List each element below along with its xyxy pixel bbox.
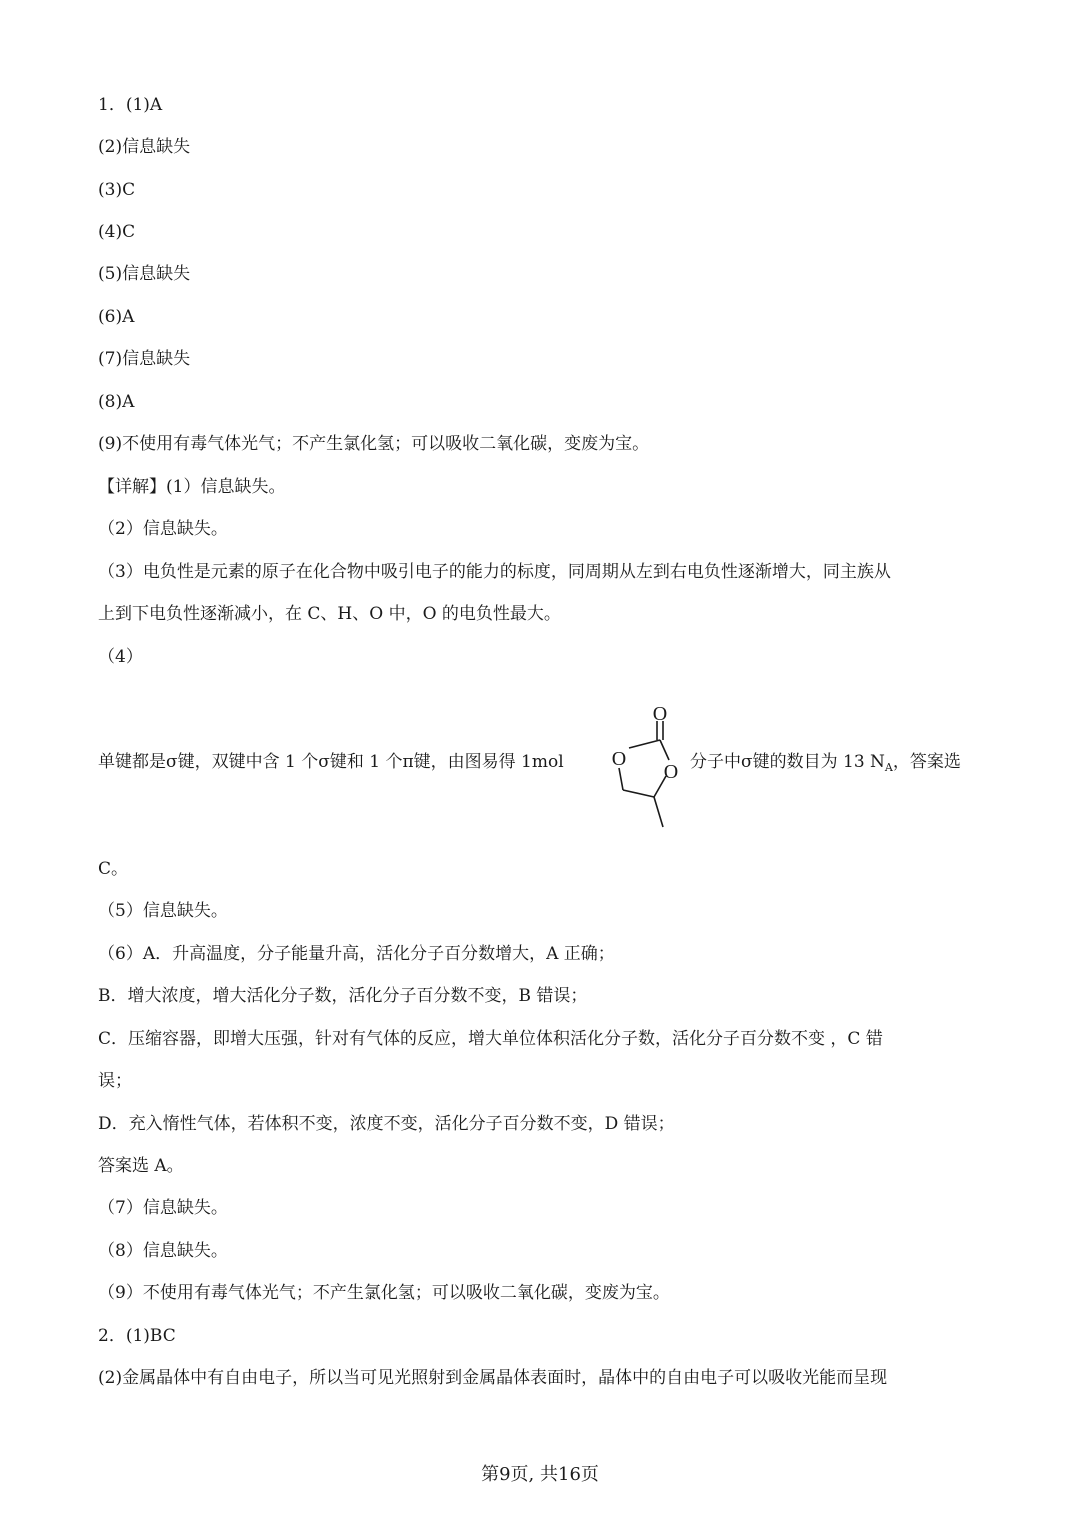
ring-bond-ch2-ch: [623, 790, 654, 797]
answer-1: 1．(1)A: [98, 95, 163, 115]
detail-9: （9）不使用有毒气体光气；不产生氯化氢；可以吸收二氧化碳，变废为宝。: [98, 1283, 670, 1303]
detail-3a: （3）电负性是元素的原子在化合物中吸引电子的能力的标度，同周期从左到右电负性逐渐增大，同主族从: [98, 562, 891, 582]
detail-4-tail: C。: [98, 859, 129, 879]
oxygen-left: O: [611, 748, 627, 770]
detail-6b: B．增大浓度，增大活化分子数，活化分子百分数不变，B 错误；: [98, 986, 588, 1006]
detail-2: （2）信息缺失。: [98, 519, 228, 539]
avogadro-subscript: A: [884, 761, 893, 774]
detail-6c2: 误；: [98, 1071, 132, 1091]
answer-8: (8)A: [98, 392, 135, 412]
methyl-bond: [654, 797, 663, 827]
detail-8: （8）信息缺失。: [98, 1241, 228, 1261]
question-2-answer-2: (2)金属晶体中有自由电子，所以当可见光照射到金属晶体表面时，晶体中的自由电子可以吸收光能而呈现: [98, 1368, 888, 1388]
sigma-count-text: 分子中σ键的数目为 13 N: [690, 752, 885, 772]
answer-7: (7)信息缺失: [98, 349, 191, 369]
detail-6d: D．充入惰性气体，若体积不变，浓度不变，活化分子百分数不变，D 错误；: [98, 1114, 675, 1134]
oxygen-right: O: [663, 761, 679, 783]
detail-3b: 上到下电负性逐渐减小，在 C、H、O 中，O 的电负性最大。: [98, 604, 561, 624]
detail-7: （7）信息缺失。: [98, 1198, 228, 1218]
ring-bond-c-o-left: [629, 740, 660, 748]
propylene-carbonate-structure: [604, 700, 686, 832]
detail-1: 【详解】(1）信息缺失。: [98, 477, 286, 497]
detail-6c1: C．压缩容器，即增大压强，针对有气体的反应，增大单位体积活化分子数，活化分子百分数不变 ，C 错: [98, 1029, 883, 1049]
detail-6e: 答案选 A。: [98, 1156, 184, 1176]
page-number: 第9页, 共16页: [481, 1464, 599, 1485]
answer-choice-text: ，答案选: [892, 752, 961, 772]
answer-3: (3)C: [98, 180, 136, 200]
oxygen-top: O: [652, 703, 668, 725]
answer-5: (5)信息缺失: [98, 264, 191, 284]
answer-9: (9)不使用有毒气体光气；不产生氯化氢；可以吸收二氧化碳，变废为宝。: [98, 434, 650, 454]
answer-4: (4)C: [98, 222, 136, 242]
detail-4: （4）: [98, 647, 143, 667]
detail-6a: （6）A．升高温度，分子能量升高，活化分子百分数增大，A 正确；: [98, 944, 615, 964]
answer-6: (6)A: [98, 307, 135, 327]
detail-4-before-structure: 单键都是σ键，双键中含 1 个σ键和 1 个π键，由图易得 1mol: [98, 752, 564, 772]
answer-2: (2)信息缺失: [98, 137, 191, 157]
ring-bond-c-o-right: [660, 740, 669, 760]
detail-5: （5）信息缺失。: [98, 901, 228, 921]
ring-bond-o-ch2: [619, 768, 623, 790]
question-2-answer-1: 2．(1)BC: [98, 1326, 176, 1346]
detail-4-after-structure: [690, 751, 961, 779]
